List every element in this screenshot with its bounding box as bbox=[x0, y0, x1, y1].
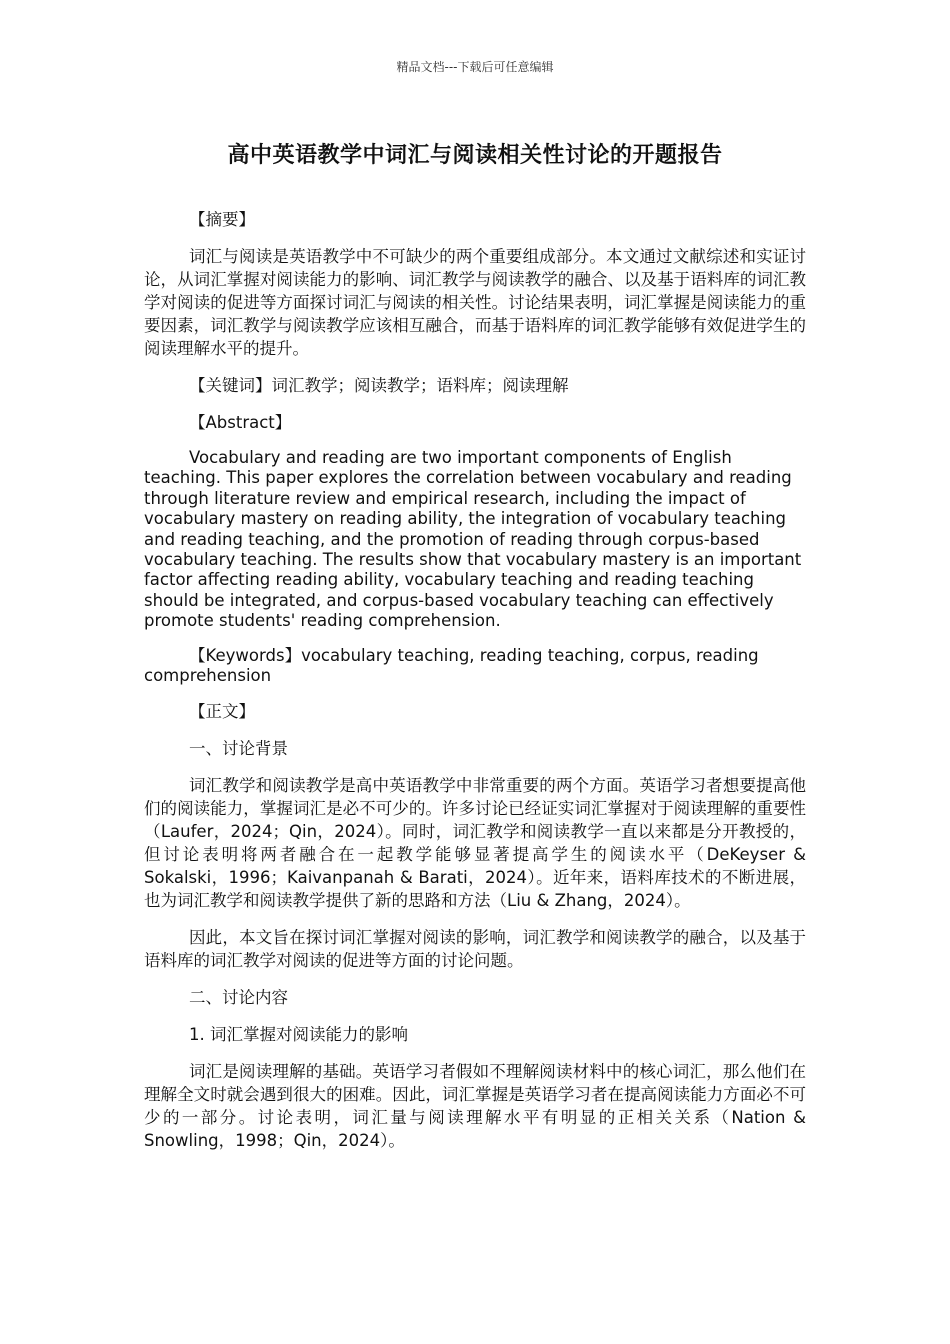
document-title: 高中英语教学中词汇与阅读相关性讨论的开题报告 bbox=[227, 143, 723, 168]
header-note: 精品文档---下载后可任意编辑 bbox=[396, 60, 554, 74]
abstract-heading: 【摘要】 bbox=[189, 210, 255, 229]
section1-paragraph-1: 词汇教学和阅读教学是高中英语教学中非常重要的两个方面。英语学习者想要提高他们的阅读能力，掌握词汇是必不可少的。许多讨论已经证实词汇掌握对于阅读理解的重要性（Laufer，2024；Qin，2024）。同时，词汇教学和阅读教学一直以来都是分开教授的，但讨论表明将两者融合在一起教学能够显著提高学生的阅读水平（DeKeyser & Sokalski，1996；Kaivanpanah & Barati，2024）。近年来，语料库技术的不断进展，也为词汇教学和阅读教学提供了新的思路和方法（Liu & Zhang，2024）。 bbox=[144, 776, 806, 911]
body-heading: 【正文】 bbox=[189, 702, 255, 722]
abstract-en-text: Vocabulary and reading are two important components of English teaching. This paper explores the correlation between vocabulary and reading through literature review and empirical research, including the impact of vocabulary mastery on reading ability, the integration of vocabulary teaching and reading teaching, and the promotion of reading through corpus-based vocabulary teaching. The results show that vocabulary mastery is an important factor affecting reading ability, vocabulary teaching and reading teaching should be integrated, and corpus-based vocabulary teaching can effectively promote students' reading comprehension. bbox=[144, 448, 802, 631]
section2-heading: 二、讨论内容 bbox=[189, 988, 288, 1008]
subsection1-heading: 1. 词汇掌握对阅读能力的影响 bbox=[189, 1025, 408, 1045]
document-body bbox=[144, 208, 806, 1166]
abstract-en-heading: 【Abstract】 bbox=[189, 413, 292, 432]
section1-paragraph-2: 因此，本文旨在探讨词汇掌握对阅读的影响，词汇教学和阅读教学的融合，以及基于语料库的词汇教学对阅读的促进等方面的讨论问题。 bbox=[144, 928, 806, 971]
keywords-cn: 【关键词】词汇教学；阅读教学；语料库；阅读理解 bbox=[189, 376, 569, 395]
keywords-en: 【Keywords】vocabulary teaching, reading teaching, corpus, reading comprehension bbox=[144, 645, 759, 686]
abstract-text: 词汇与阅读是英语教学中不可缺少的两个重要组成部分。本文通过文献综述和实证讨论，从词汇掌握对阅读能力的影响、词汇教学与阅读教学的融合、以及基于语料库的词汇教学对阅读的促进等方面探讨词汇与阅读的相关性。讨论结果表明，词汇掌握是阅读能力的重要因素，词汇教学与阅读教学应该相互融合，而基于语料库的词汇教学能够有效促进学生的阅读理解水平的提升。 bbox=[144, 247, 806, 358]
subsection1-paragraph: 词汇是阅读理解的基础。英语学习者假如不理解阅读材料中的核心词汇，那么他们在理解全文时就会遇到很大的困难。因此，词汇掌握是英语学习者在提高阅读能力方面必不可少的一部分。讨论表明，词汇量与阅读理解水平有明显的正相关关系（Nation & Snowling，1998；Qin，2024）。 bbox=[144, 1062, 806, 1151]
section1-heading: 一、讨论背景 bbox=[189, 739, 288, 759]
